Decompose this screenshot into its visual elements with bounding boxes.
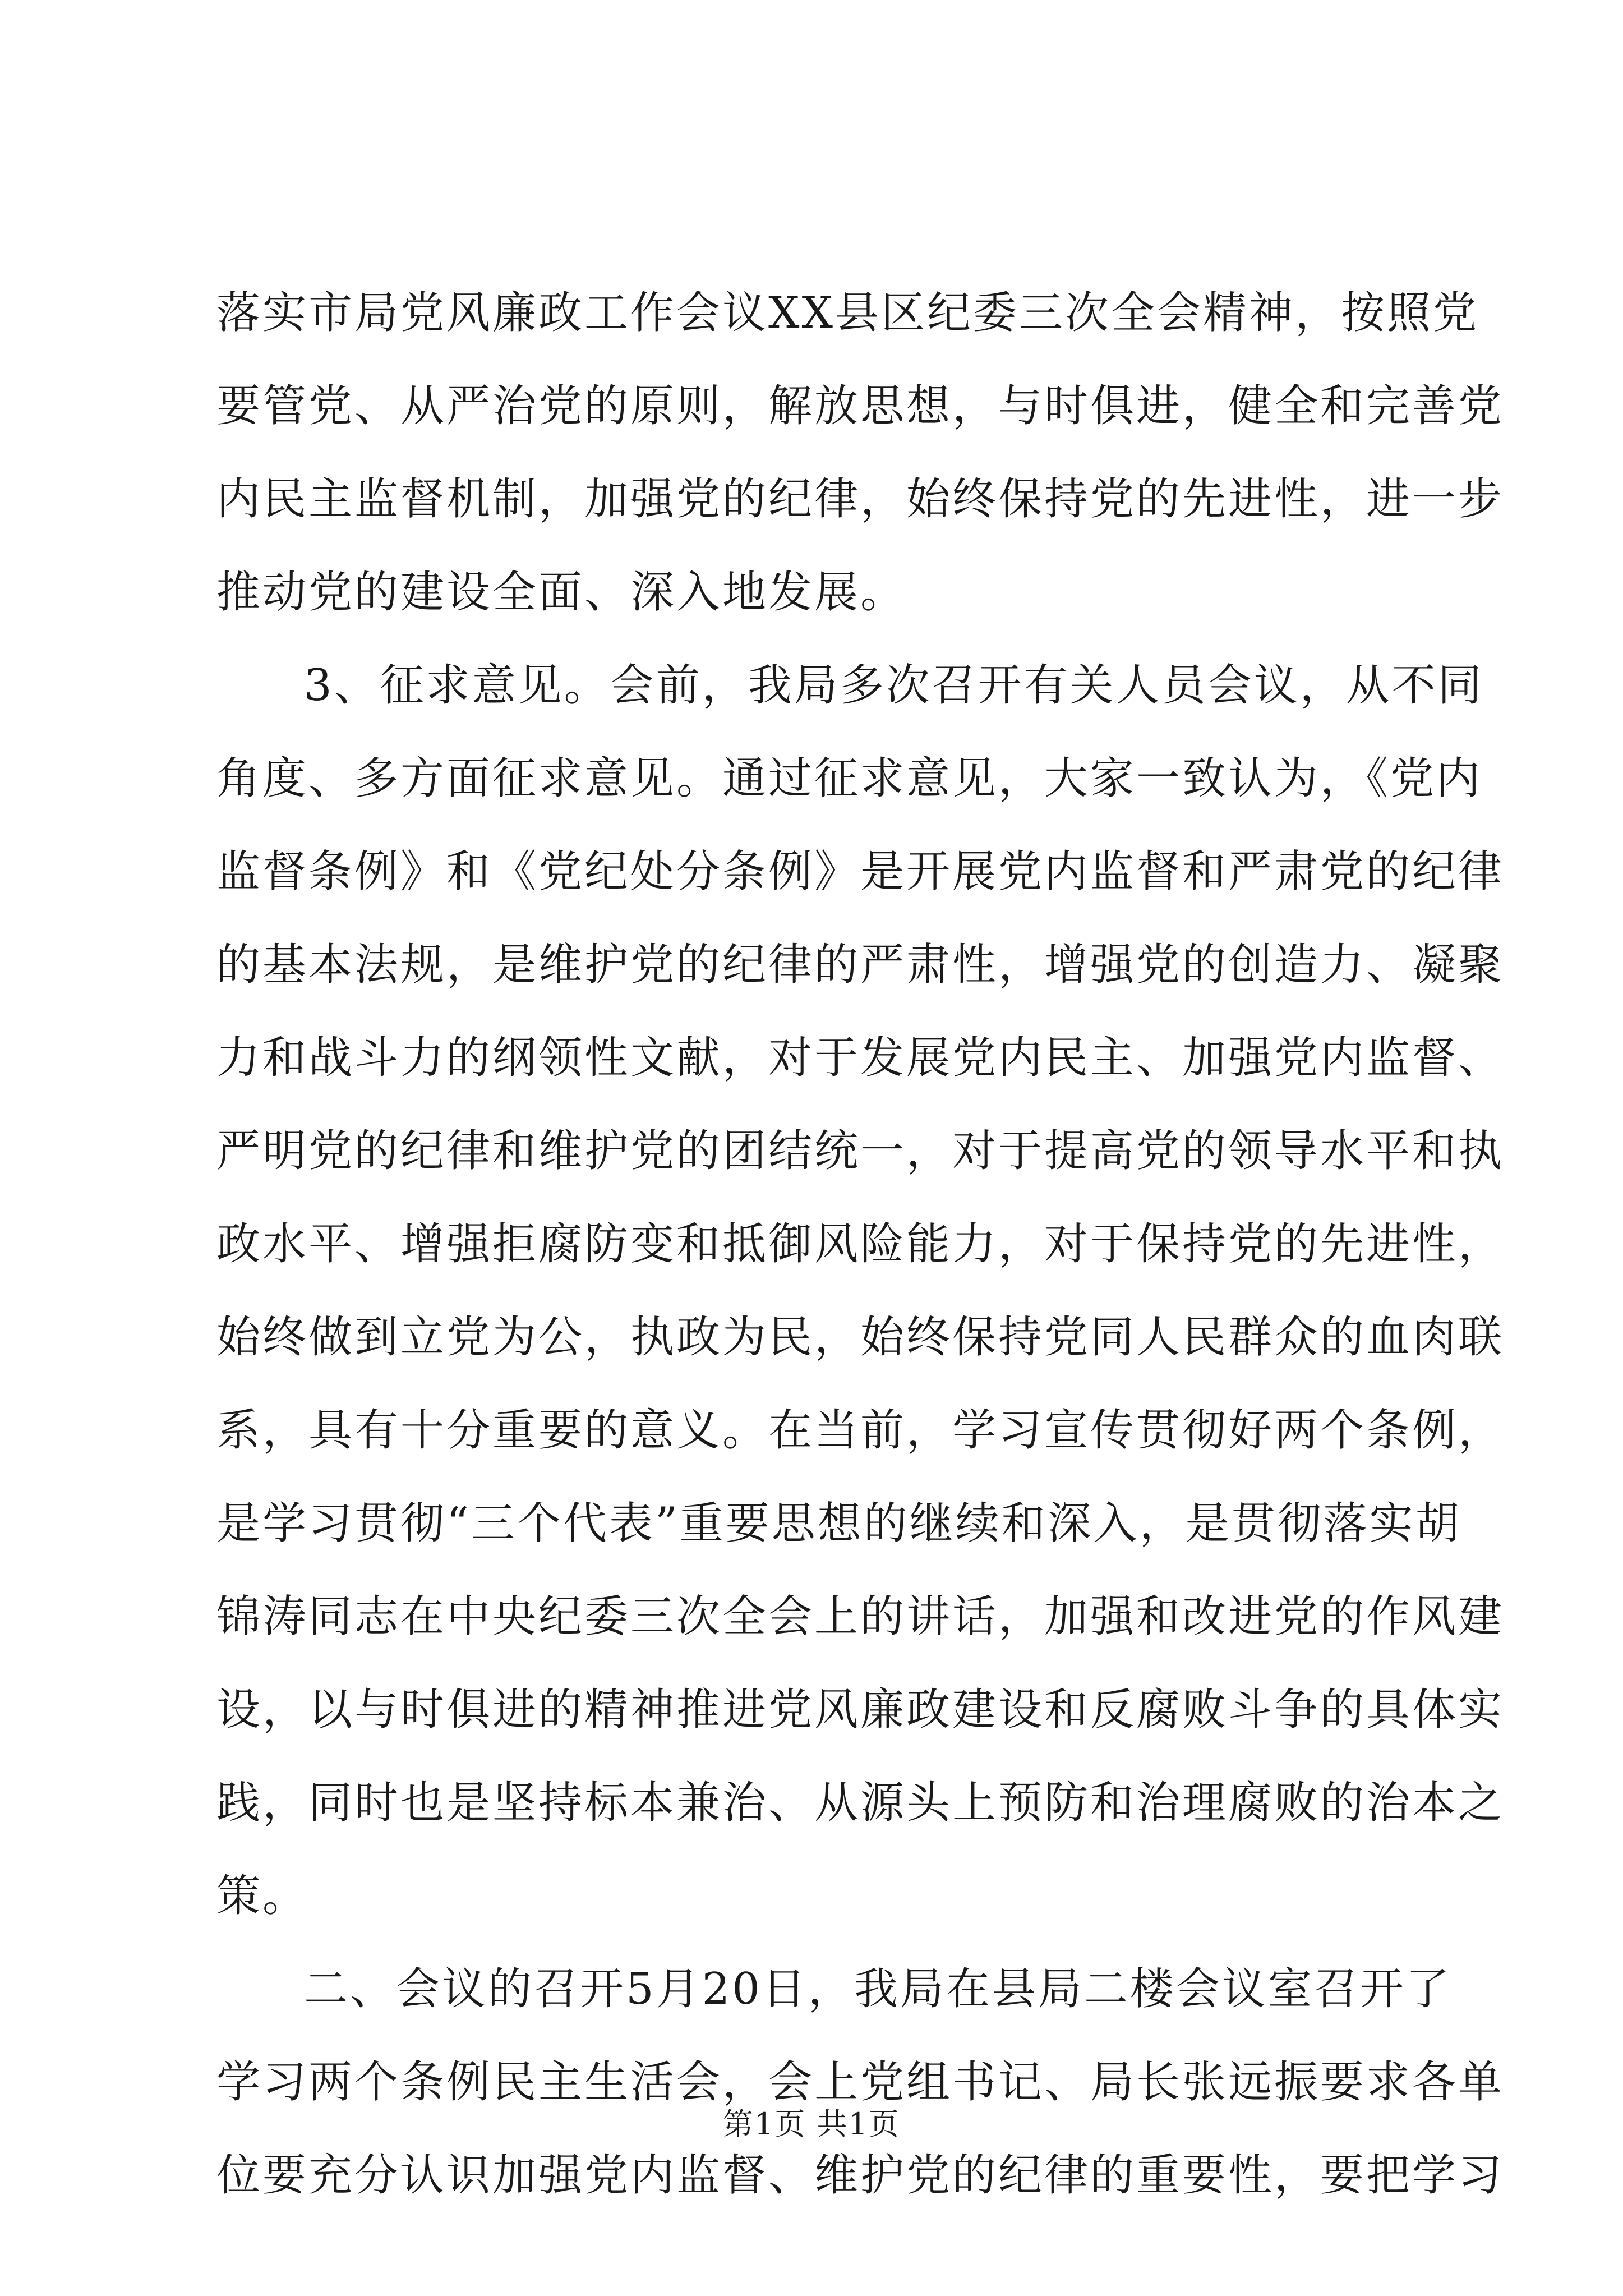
text-line: 践，同时也是坚持标本兼治、从源头上预防和治理腐败的治本之	[216, 1778, 1505, 1828]
page-number-footer: 第1页 共1页	[723, 2106, 900, 2142]
text-line: 位要充分认识加强党内监督、维护党的纪律的重要性，要把学习	[216, 2150, 1505, 2201]
text-line: 政水平、增强拒腐防变和抵御风险能力，对于保持党的先进性，	[216, 1219, 1505, 1269]
text-line: 策。	[216, 1871, 309, 1921]
text-line: 始终做到立党为公，执政为民，始终保持党同人民群众的血肉联	[216, 1312, 1505, 1363]
text-line: 要管党、从严治党的原则，解放思想，与时俱进，健全和完善党	[216, 381, 1505, 431]
text-line: 严明党的纪律和维护党的团结统一，对于提高党的领导水平和执	[216, 1126, 1505, 1176]
text-line: 3、征求意见。会前，我局多次召开有关人员会议，从不同	[304, 660, 1484, 711]
text-line: 监督条例》和《党纪处分条例》是开展党内监督和严肃党的纪律	[216, 846, 1505, 897]
text-line: 内民主监督机制，加强党的纪律，始终保持党的先进性，进一步	[216, 474, 1505, 524]
text-line: 的基本法规，是维护党的纪律的严肃性，增强党的创造力、凝聚	[216, 940, 1505, 990]
text-line: 系，具有十分重要的意义。在当前，学习宣传贯彻好两个条例，	[216, 1405, 1505, 1456]
document-body	[216, 266, 1505, 2222]
text-line: 学习两个条例民主生活会，会上党组书记、局长张远振要求各单	[216, 2057, 1505, 2108]
text-line: 二、会议的召开5月20日，我局在县局二楼会议室召开了	[304, 1964, 1452, 2014]
text-line: 是学习贯彻“三个代表”重要思想的继续和深入，是贯彻落实胡	[216, 1498, 1461, 1549]
text-line: 力和战斗力的纲领性文献，对于发展党内民主、加强党内监督、	[216, 1033, 1505, 1083]
text-line: 设，以与时俱进的精神推进党风廉政建设和反腐败斗争的具体实	[216, 1685, 1505, 1735]
text-line: 锦涛同志在中央纪委三次全会上的讲话，加强和改进党的作风建	[216, 1591, 1505, 1642]
text-line: 落实市局党风廉政工作会议XX县区纪委三次全会精神，按照党	[216, 288, 1479, 338]
text-line: 推动党的建设全面、深入地发展。	[216, 567, 907, 618]
text-line: 角度、多方面征求意见。通过征求意见，大家一致认为，《党内	[216, 753, 1483, 804]
